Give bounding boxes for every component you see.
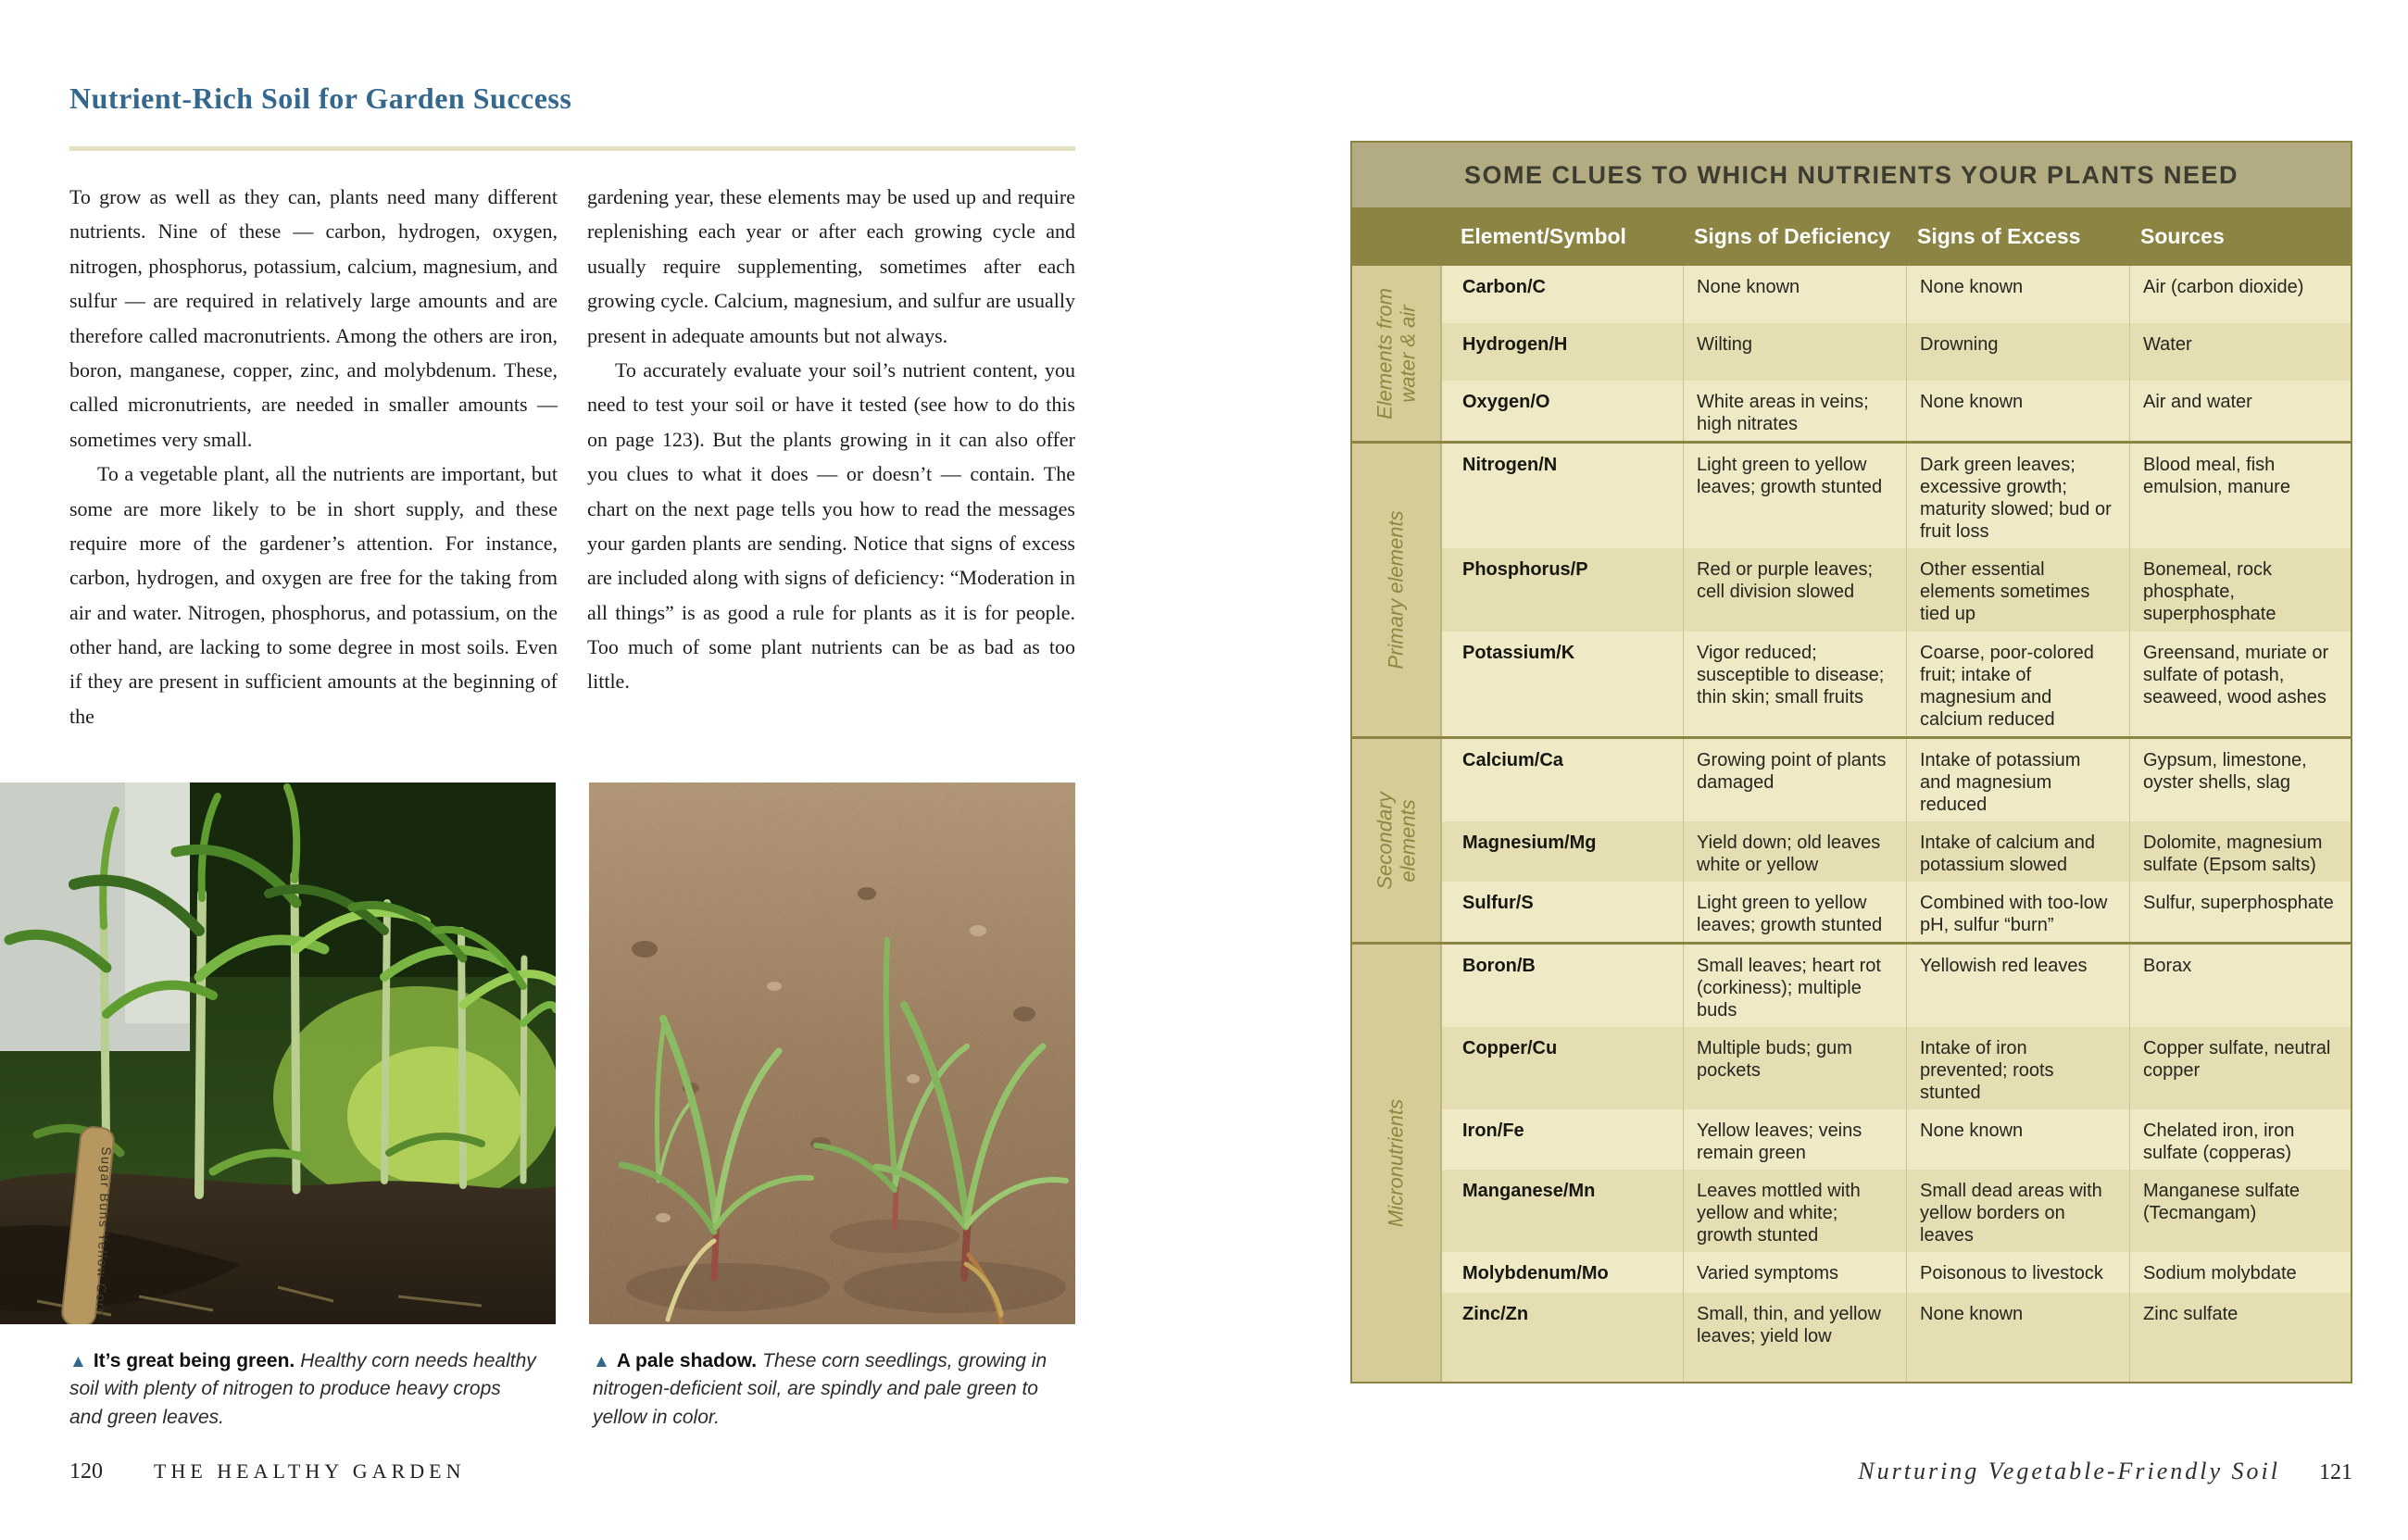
excess-cell: Poisonous to livestock <box>1906 1252 2129 1293</box>
title-underline <box>69 146 1075 151</box>
element-cell: Phosphorus/P <box>1462 559 1588 580</box>
excess-cell: None known <box>1906 1109 2129 1170</box>
element-cell: Copper/Cu <box>1462 1038 1558 1058</box>
deficiency-cell: Varied symptoms <box>1683 1252 1906 1293</box>
caption-pale-seedlings <box>593 1347 1056 1432</box>
left-page-footer <box>69 1459 465 1484</box>
caption-triangle-icon: ▲ <box>593 1352 610 1371</box>
sources-cell: Manganese sulfate (Tecmangam) <box>2129 1170 2351 1252</box>
element-cell: Iron/Fe <box>1462 1121 1524 1141</box>
table-row <box>1442 1027 2351 1109</box>
table-row <box>1442 323 2351 381</box>
right-page-footer <box>1858 1458 2352 1485</box>
table-row <box>1442 266 2351 323</box>
sources-cell: Air (carbon dioxide) <box>2129 266 2351 323</box>
caption-text: Healthy corn needs healthy soil with plenty of nitrogen to produce heavy crops and green leaves. <box>69 1350 536 1428</box>
column-header: Signs of Deficiency <box>1694 223 1891 248</box>
table-row <box>1442 945 2351 1027</box>
excess-cell: Dark green leaves; excessive growth; maturity slowed; bud or fruit loss <box>1906 444 2129 548</box>
sources-cell: Sodium molybdate <box>2129 1252 2351 1293</box>
deficiency-cell: White areas in veins; high nitrates <box>1683 381 1906 441</box>
element-cell: Manganese/Mn <box>1462 1181 1596 1201</box>
excess-cell: None known <box>1906 381 2129 441</box>
table-section-primary <box>1352 441 2351 736</box>
body-column-1 <box>69 180 558 733</box>
deficiency-cell: Small, thin, and yellow leaves; yield low <box>1683 1293 1906 1382</box>
excess-cell: Drowning <box>1906 323 2129 381</box>
book-title: THE HEALTHY GARDEN <box>154 1459 466 1483</box>
sources-cell: Chelated iron, iron sulfate (copperas) <box>2129 1109 2351 1170</box>
page-number: 120 <box>69 1459 103 1484</box>
table-row <box>1442 1109 2351 1170</box>
table-section-water-air <box>1352 263 2351 441</box>
sources-cell: Greensand, muriate or sulfate of potash, seaweed, wood ashes <box>2129 632 2351 736</box>
element-cell: Molybdenum/Mo <box>1462 1263 1609 1283</box>
deficiency-cell: Yield down; old leaves white or yellow <box>1683 821 1906 882</box>
healthy-corn-illustration <box>0 783 556 1324</box>
chapter-title: Nurturing Vegetable-Friendly Soil <box>1858 1458 2280 1484</box>
table-row <box>1442 632 2351 736</box>
deficiency-cell: Vigor reduced; susceptible to disease; thin skin; small fruits <box>1683 632 1906 736</box>
caption-text: These corn seedlings, growing in nitrogen-deficient soil, are spindly and pale green to yellow in color. <box>593 1350 1047 1428</box>
element-cell: Zinc/Zn <box>1462 1304 1529 1324</box>
sources-cell: Air and water <box>2129 381 2351 441</box>
caption-lead: It’s great being green. <box>93 1350 295 1371</box>
element-cell: Hydrogen/H <box>1462 334 1568 355</box>
element-cell: Potassium/K <box>1462 643 1575 663</box>
column-header: Element/Symbol <box>1461 223 1626 248</box>
table-row <box>1442 1293 2351 1382</box>
section-label: Primary elements <box>1352 444 1442 736</box>
body-paragraph: To accurately evaluate your soil’s nutrient content, you need to test your soil or have it tested (see how to do this on page 123). But the plants growing in it can also offer you clues to what it does — or doesn’t — contain. The chart on the next page tells you how to read the messages your garden plants are sending. Notice that signs of excess are included along with signs of deficiency: “Moderation in all things” is as good a rule for plants as it is for people. Too much of some plant nutrients can be as bad as too little. <box>587 357 1075 694</box>
deficiency-cell: Leaves mottled with yellow and white; growth stunted <box>1683 1170 1906 1252</box>
sources-cell: Borax <box>2129 945 2351 1027</box>
excess-cell: Intake of potassium and magnesium reduced <box>1906 739 2129 821</box>
photo-deficient-seedlings <box>589 783 1075 1324</box>
table-row <box>1442 1170 2351 1252</box>
deficiency-cell: Small leaves; heart rot (corkiness); multiple buds <box>1683 945 1906 1027</box>
pale-seedlings-illustration <box>589 783 1075 1324</box>
excess-cell: Combined with too-low pH, sulfur “burn” <box>1906 882 2129 942</box>
sources-cell: Blood meal, fish emulsion, manure <box>2129 444 2351 548</box>
body-paragraph: To grow as well as they can, plants need many different nutrients. Nine of these — carbon, hydrogen, oxygen, nitrogen, phosphorus, potassium, calcium, magnesium, and sulfur — are required in relatively large amounts and are therefore called macronutrients. Among the others are iron, boron, manganese, copper, zinc, and molybdenum. These, called micronutrients, are needed in smaller amounts — sometimes very small. <box>69 185 558 451</box>
deficiency-cell: Light green to yellow leaves; growth stunted <box>1683 882 1906 942</box>
sources-cell: Sulfur, superphosphate <box>2129 882 2351 942</box>
excess-cell: Yellowish red leaves <box>1906 945 2129 1027</box>
excess-cell: None known <box>1906 1293 2129 1382</box>
excess-cell: Coarse, poor-colored fruit; intake of magnesium and calcium reduced <box>1906 632 2129 736</box>
section-label: Secondary elements <box>1352 739 1442 942</box>
caption-triangle-icon: ▲ <box>69 1352 87 1371</box>
body-column-2 <box>587 180 1075 699</box>
excess-cell: Intake of iron prevented; roots stunted <box>1906 1027 2129 1109</box>
excess-cell: None known <box>1906 266 2129 323</box>
table-row <box>1442 882 2351 942</box>
excess-cell: Small dead areas with yellow borders on leaves <box>1906 1170 2129 1252</box>
deficiency-cell: Red or purple leaves; cell division slowed <box>1683 548 1906 632</box>
table-row <box>1442 444 2351 548</box>
element-cell: Boron/B <box>1462 956 1536 976</box>
deficiency-cell: Yellow leaves; veins remain green <box>1683 1109 1906 1170</box>
column-header: Signs of Excess <box>1917 223 2081 248</box>
excess-cell: Intake of calcium and potassium slowed <box>1906 821 2129 882</box>
section-label: Micronutrients <box>1352 945 1442 1382</box>
deficiency-cell: Growing point of plants damaged <box>1683 739 1906 821</box>
element-cell: Carbon/C <box>1462 277 1546 297</box>
nutrient-clues-table <box>1350 141 2352 1383</box>
caption-lead: A pale shadow. <box>616 1350 758 1371</box>
element-cell: Oxygen/O <box>1462 392 1550 412</box>
stake-label: Sugar Buns Yellow Corn <box>93 1146 115 1318</box>
table-row <box>1442 548 2351 632</box>
element-cell: Sulfur/S <box>1462 893 1534 913</box>
sources-cell: Dolomite, magnesium sulfate (Epsom salts) <box>2129 821 2351 882</box>
page-number: 121 <box>2319 1460 2352 1484</box>
element-cell: Calcium/Ca <box>1462 750 1563 770</box>
table-row <box>1442 739 2351 821</box>
sources-cell: Copper sulfate, neutral copper <box>2129 1027 2351 1109</box>
deficiency-cell: None known <box>1683 266 1906 323</box>
table-row <box>1442 381 2351 441</box>
sources-cell: Bonemeal, rock phosphate, superphosphate <box>2129 548 2351 632</box>
body-paragraph: To a vegetable plant, all the nutrients are important, but some are more likely to be in short supply, and these require more of the gardener’s attention. For instance, carbon, hydrogen, and oxygen are free for the taking from air and water. Nitrogen, phosphorus, and potassium, on the other hand, are lacking to some degree in most soils. Even if they are present in sufficient amounts at the beginning of the <box>69 462 558 728</box>
element-cell: Magnesium/Mg <box>1462 833 1597 853</box>
element-cell: Nitrogen/N <box>1462 455 1558 475</box>
photo-healthy-corn <box>0 783 556 1324</box>
deficiency-cell: Light green to yellow leaves; growth stunted <box>1683 444 1906 548</box>
sources-cell: Gypsum, limestone, oyster shells, slag <box>2129 739 2351 821</box>
table-header-row <box>1352 209 2351 263</box>
section-label: Elements from water & air <box>1352 266 1442 441</box>
page-title: Nutrient-Rich Soil for Garden Success <box>69 81 572 115</box>
table-title: SOME CLUES TO WHICH NUTRIENTS YOUR PLANTS NEED <box>1352 143 2351 209</box>
sources-cell: Zinc sulfate <box>2129 1293 2351 1382</box>
deficiency-cell: Multiple buds; gum pockets <box>1683 1027 1906 1109</box>
table-section-secondary <box>1352 736 2351 942</box>
table-row <box>1442 821 2351 882</box>
sources-cell: Water <box>2129 323 2351 381</box>
table-section-micronutrients <box>1352 942 2351 1382</box>
column-header: Sources <box>2140 223 2225 248</box>
deficiency-cell: Wilting <box>1683 323 1906 381</box>
body-paragraph: gardening year, these elements may be used up and require replenishing each year or after each growing cycle and usually require supplementing, sometimes after each growing cycle. Calcium, magnesium, and sulfur are usually present in adequate amounts but not always. <box>587 185 1075 347</box>
table-row <box>1442 1252 2351 1293</box>
caption-healthy-corn <box>69 1347 537 1432</box>
excess-cell: Other essential elements sometimes tied up <box>1906 548 2129 632</box>
